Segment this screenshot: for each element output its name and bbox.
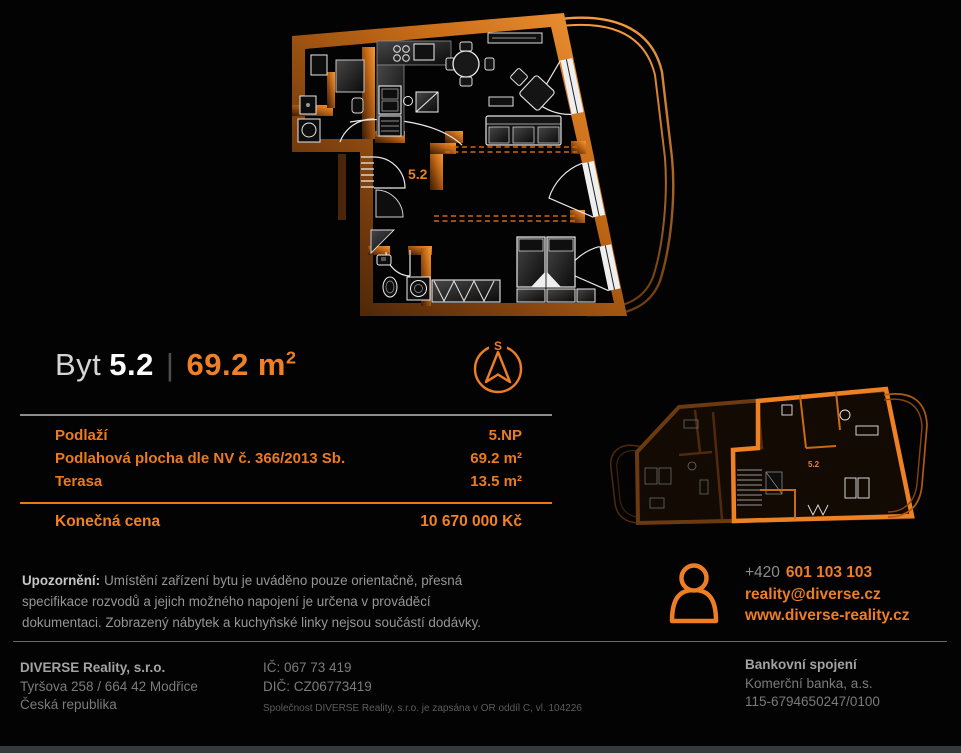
- table-row: [20, 450, 552, 473]
- phone-number: 601 103 103: [785, 564, 873, 581]
- phone-prefix: +420: [745, 564, 780, 581]
- corridor-wall: [338, 154, 346, 220]
- bank-title: Bankovní spojení: [745, 657, 857, 672]
- contact-phone[interactable]: [745, 562, 910, 584]
- footer-registration: [263, 659, 582, 719]
- compass-icon: [475, 337, 521, 392]
- price-value: 10 670 000 Kč: [420, 513, 522, 530]
- title-prefix: Byt: [55, 347, 102, 382]
- table-row: [20, 473, 552, 496]
- company-dic: DIČ: CZ06773419: [263, 678, 372, 694]
- disclaimer-note: [22, 570, 490, 634]
- company-ic: IČ: 067 73 419: [263, 660, 352, 675]
- registry-note: Společnost DIVERSE Reality, s.r.o. je zapsána v OR oddíl C, vl. 104226: [263, 703, 582, 714]
- contact-block: [745, 562, 910, 627]
- mini-floor-plan: [611, 389, 927, 523]
- person-icon: [672, 566, 716, 622]
- row-value: 69.2 m²: [470, 450, 522, 467]
- compass-north-label: S: [493, 339, 503, 353]
- door-swing-dark: [376, 190, 403, 217]
- bottom-edge-bar: [0, 746, 961, 753]
- company-address-1: Tyršova 258 / 664 42 Modřice: [20, 678, 198, 694]
- footer-company: [20, 659, 198, 715]
- disclaimer-label: Upozornění:: [22, 573, 101, 588]
- title-separator: |: [165, 347, 175, 382]
- company-name: DIVERSE Reality, s.r.o.: [20, 660, 166, 675]
- price-divider-rule: [20, 502, 552, 504]
- table-row: [20, 427, 552, 450]
- unit-label: 5.2: [408, 166, 428, 182]
- disclaimer-text: Umístění zařízení bytu je uváděno pouze orientačně, přesná specifikace rozvodů a jejich možného napojení je určena v prováděcí dokumentaci. Zobrazený nábytek a kuchyňské linky nejsou součástí dodávky.: [22, 573, 482, 631]
- main-floor-plan: [292, 13, 673, 316]
- row-label: Terasa: [55, 473, 103, 490]
- price-row: [20, 513, 552, 537]
- row-value: 5.NP: [488, 427, 522, 444]
- bank-account: 115-6794650247/0100: [745, 694, 880, 709]
- price-label: Konečná cena: [55, 513, 161, 530]
- dining-table: [446, 42, 494, 86]
- bank-name: Komerční banka, a.s.: [745, 675, 873, 691]
- row-value: 13.5 m²: [470, 473, 522, 490]
- living-room: [486, 33, 561, 145]
- mini-unit-label: 5.2: [808, 460, 820, 469]
- kitchen: [377, 41, 451, 136]
- bedroom: [432, 237, 595, 302]
- row-label: Podlahová plocha dle NV č. 366/2013 Sb.: [55, 450, 346, 467]
- contact-website[interactable]: www.diverse-reality.cz: [745, 607, 910, 624]
- company-address-2: Česká republika: [20, 697, 117, 712]
- footer-divider: [13, 641, 947, 642]
- row-label: Podlaží: [55, 427, 108, 444]
- page-title: [55, 347, 296, 383]
- title-area: 69.2 $m^2$: [186, 347, 297, 382]
- title-unit-number: 5.2: [109, 347, 154, 382]
- contact-email[interactable]: reality@diverse.cz: [745, 585, 881, 603]
- footer-bank: [745, 656, 880, 712]
- table-top-rule: [20, 414, 552, 416]
- detail-table: [20, 414, 552, 537]
